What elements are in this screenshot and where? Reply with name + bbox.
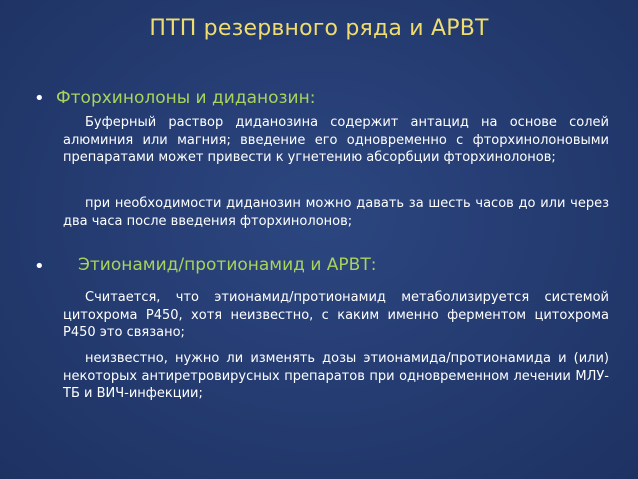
- paragraph: неизвестно, нужно ли изменять дозы этионамида/протионамида и (или) некоторых антиретровирусных препаратов при одновременном лечении МЛУ-ТБ и ВИЧ-инфекции;: [63, 351, 609, 401]
- bullet-marker: •: [34, 256, 45, 277]
- section-heading-fluoroquinolones: Фторхинолоны и диданозин:: [56, 88, 316, 108]
- paragraph: Считается, что этионамид/протионамид метаболизируется системой цитохрома Р450, хотя неизвестно, с каким именно ферментом цитохрома Р450 это связано;: [63, 290, 609, 340]
- paragraph: Буферный раствор диданозина содержит антацид на основе солей алюминия или магния; введение его одновременно с фторхинолоновыми препаратами может привести к угнетению абсорбции фторхинолонов;: [63, 115, 609, 165]
- slide-title: ПТП резервного ряда и АРВТ: [149, 16, 489, 41]
- section-heading-ethionamide: Этионамид/протионамид и АРВТ:: [78, 255, 377, 275]
- bullet-marker: •: [34, 88, 45, 109]
- paragraph: при необходимости диданозин можно давать за шесть часов до или через два часа после введения фторхинолонов;: [63, 196, 609, 229]
